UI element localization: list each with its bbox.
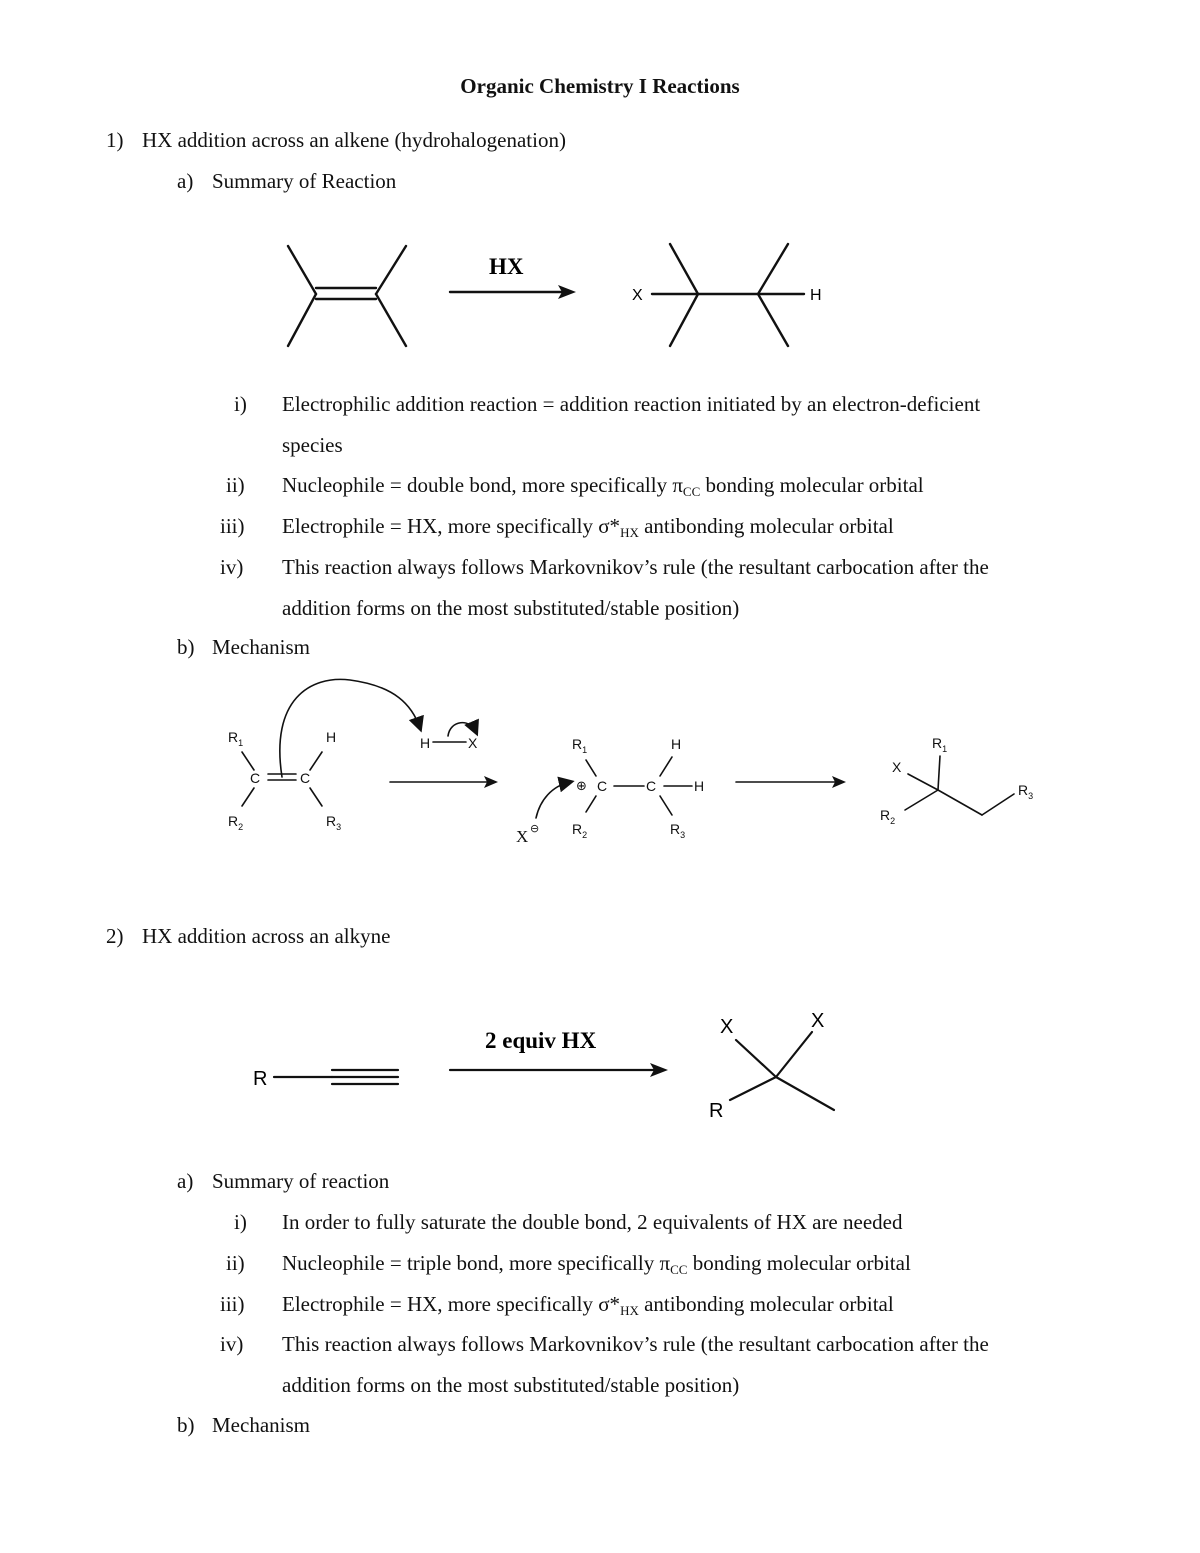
section-2a-text: Summary of reaction bbox=[212, 1169, 390, 1193]
point-1-ii-text: Nucleophile = double bond, more specifically $\pi_{CC}$ bonding molecular orbital bbox=[282, 473, 924, 499]
point-2-ii-number: ii) bbox=[226, 1251, 245, 1275]
svg-text:R2: $R_2$ bbox=[228, 813, 244, 832]
svg-text:R1: $R_1$ bbox=[572, 736, 588, 755]
point-1-i-number: i) bbox=[234, 392, 247, 416]
point-2-iii-number: iii) bbox=[220, 1292, 245, 1316]
section-2-heading: HX addition across an alkyne bbox=[142, 924, 391, 948]
point-1-ii-number: ii) bbox=[226, 473, 245, 497]
point-2-i-text: In order to fully saturate the double bond, 2 equivalents of HX are needed bbox=[282, 1210, 903, 1234]
svg-text:R1: $R_1$ bbox=[228, 729, 244, 748]
point-2-iv-line2: addition forms on the most substituted/stable position) bbox=[282, 1373, 740, 1397]
mech-c2-label: C bbox=[300, 770, 311, 786]
svg-text:H: H bbox=[671, 736, 682, 752]
point-2-iv-number: iv) bbox=[220, 1332, 244, 1356]
svg-text:⊕: ⊕ bbox=[576, 778, 587, 793]
alkyne-product-r-label: R bbox=[709, 1100, 724, 1122]
point-1-iii-number: iii) bbox=[220, 514, 245, 538]
point-1-i-line1: Electrophilic addition reaction = addition reaction initiated by an electron-deficient bbox=[282, 392, 981, 416]
svg-text:R3: $R_3$ bbox=[326, 813, 342, 832]
svg-text:R3: $R_3$ bbox=[670, 821, 686, 840]
point-2-iv-line1: This reaction always follows Markovnikov’s rule (the resultant carbocation after the bbox=[282, 1332, 989, 1356]
svg-text:H: H bbox=[420, 735, 431, 751]
alkyne-r-label: R bbox=[253, 1068, 268, 1090]
section-1b-label: b) bbox=[177, 635, 195, 659]
section-1b-text: Mechanism bbox=[212, 635, 310, 659]
alkyne-product-x2-label: X bbox=[811, 1010, 825, 1032]
product-h-label: H bbox=[810, 287, 822, 304]
svg-text:X: X bbox=[468, 735, 478, 751]
page-title: Organic Chemistry I Reactions bbox=[460, 74, 740, 98]
point-1-iv-line2: addition forms on the most substituted/stable position) bbox=[282, 596, 740, 620]
section-1-number: 1) bbox=[106, 128, 124, 152]
svg-text:C: C bbox=[646, 778, 657, 794]
point-1-iv-line1: This reaction always follows Markovnikov’s rule (the resultant carbocation after the bbox=[282, 555, 989, 579]
section-1a-label: a) bbox=[177, 169, 194, 193]
mech-h-label: H bbox=[326, 729, 337, 745]
svg-text:R2: $R_2$ bbox=[880, 807, 896, 826]
mech-c1-label: C bbox=[250, 770, 261, 786]
product-x-label: X bbox=[632, 287, 643, 304]
section-1a-text: Summary of Reaction bbox=[212, 169, 397, 193]
point-1-iii-text: Electrophile = HX, more specifically $\sigma*_{HX}$ antibonding molecular orbital bbox=[282, 514, 894, 540]
reagent-hx-label: HX bbox=[489, 254, 524, 279]
svg-text:R2: $R_2$ bbox=[572, 821, 588, 840]
svg-text:R1: $R_1$ bbox=[932, 735, 948, 754]
point-1-iv-number: iv) bbox=[220, 555, 244, 579]
svg-text:R3: $R_3$ bbox=[1018, 782, 1034, 801]
svg-text:X: X bbox=[516, 827, 529, 846]
section-2b-text: Mechanism bbox=[212, 1413, 310, 1437]
point-2-iii-text: Electrophile = HX, more specifically $\sigma*_{HX}$ antibonding molecular orbital bbox=[282, 1292, 894, 1318]
section-2a-label: a) bbox=[177, 1169, 194, 1193]
svg-text:C: C bbox=[597, 778, 608, 794]
svg-text:X: X bbox=[892, 759, 902, 775]
point-2-ii-text: Nucleophile = triple bond, more specifically $\pi_{CC}$ bonding molecular orbital bbox=[282, 1251, 911, 1277]
alkyne-product-x1-label: X bbox=[720, 1016, 734, 1038]
point-2-i-number: i) bbox=[234, 1210, 247, 1234]
section-1-heading: HX addition across an alkene (hydrohalogenation) bbox=[142, 128, 566, 152]
svg-text:⊖: ⊖ bbox=[530, 823, 540, 835]
reagent-2equiv-hx-label: 2 equiv HX bbox=[485, 1028, 597, 1053]
section-2-number: 2) bbox=[106, 924, 124, 948]
svg-text:H: H bbox=[694, 778, 705, 794]
point-1-i-line2: species bbox=[282, 433, 343, 457]
section-2b-label: b) bbox=[177, 1413, 195, 1437]
